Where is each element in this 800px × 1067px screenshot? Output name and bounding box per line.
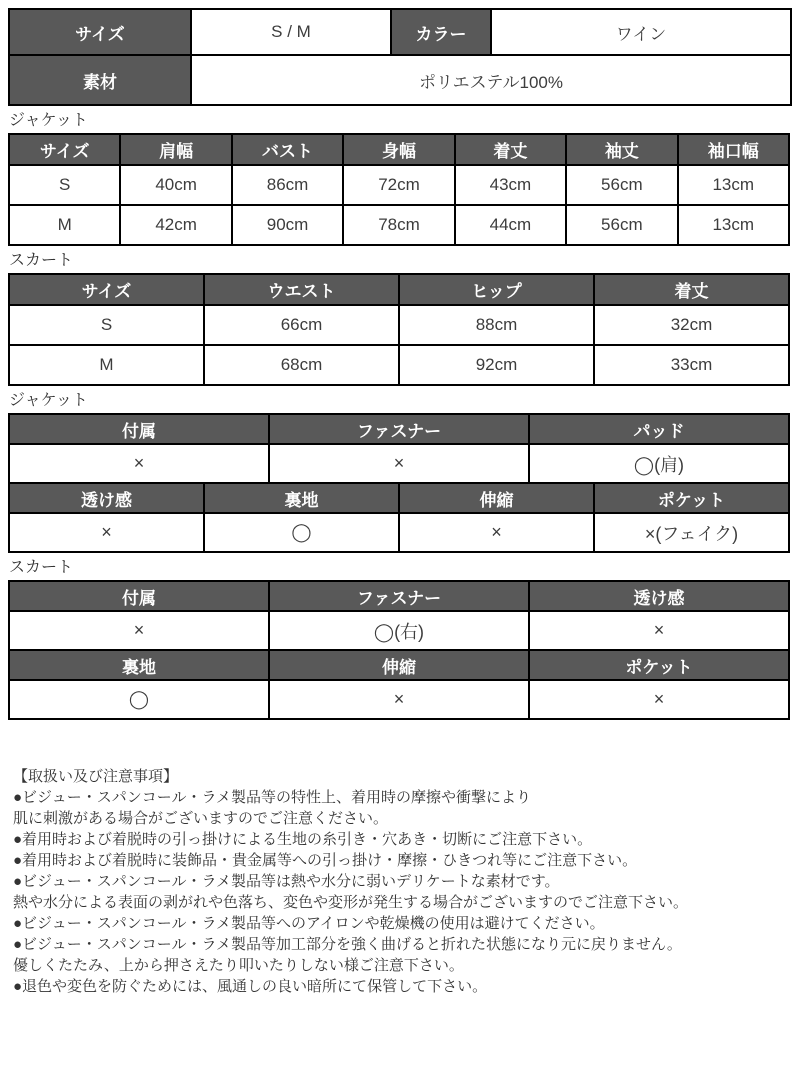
material-value-cell: ポリエステル100% (191, 55, 791, 105)
table-row (9, 205, 789, 245)
column-header-cell: 身幅 (343, 134, 454, 165)
spec-header-cell: ポケット (594, 483, 789, 513)
measurement-cell: 43cm (455, 165, 566, 205)
spec-value-cell: × (399, 513, 594, 552)
column-header-cell: 着丈 (455, 134, 566, 165)
column-header-cell: 着丈 (594, 274, 789, 305)
spec-value-cell: × (529, 611, 789, 650)
value-row (9, 444, 789, 483)
measurement-cell: 33cm (594, 345, 789, 385)
measurement-cell: S (9, 305, 204, 345)
color-value-cell: ワイン (491, 9, 791, 55)
header-row (9, 483, 789, 513)
measurement-cell: S (9, 165, 120, 205)
measurement-cell: 56cm (566, 165, 677, 205)
spec-value-cell: × (9, 611, 269, 650)
jacket-size-section-label: ジャケット (9, 112, 88, 129)
measurement-cell: 68cm (204, 345, 399, 385)
jacket-size-table (8, 133, 790, 246)
header-row (9, 134, 789, 165)
spec-header-cell: 伸縮 (399, 483, 594, 513)
spec-value-cell: × (269, 444, 529, 483)
spec-table (8, 649, 790, 720)
spec-value-cell: × (9, 513, 204, 552)
header-row (9, 274, 789, 305)
spec-header-cell: 裏地 (9, 650, 269, 680)
table-row (9, 165, 789, 205)
note-line: ●退色や変色を防ぐためには、風通しの良い暗所にて保管して下さい。 (13, 978, 488, 995)
spec-value-cell: × (9, 444, 269, 483)
summary-row-size-color (9, 9, 791, 55)
size-header-cell: サイズ (9, 9, 191, 55)
handling-notes (8, 766, 792, 997)
column-header-cell: 袖丈 (566, 134, 677, 165)
measurement-cell: 13cm (678, 165, 789, 205)
color-header-cell: カラー (391, 9, 491, 55)
spec-table (8, 580, 790, 651)
note-line: 優しくたたみ、上から押さえたり叩いたりしない様ご注意下さい。 (13, 957, 464, 974)
note-line: 熱や水分による表面の剥がれや色落ち、変色や変形が発生する場合がございますのでご注意下さい。 (13, 894, 689, 911)
table-row (9, 345, 789, 385)
measurement-cell: 90cm (232, 205, 343, 245)
measurement-cell: 72cm (343, 165, 454, 205)
size-value-cell: S / M (191, 9, 391, 55)
note-line: 肌に刺激がある場合がございますのでご注意ください。 (13, 810, 389, 827)
measurement-cell: 92cm (399, 345, 594, 385)
header-row (9, 581, 789, 611)
spec-value-cell: ◯ (204, 513, 399, 552)
spec-value-cell: × (269, 680, 529, 719)
measurement-cell: 42cm (120, 205, 231, 245)
spec-table (8, 413, 790, 484)
spec-header-cell: ポケット (529, 650, 789, 680)
skirt-size-section-label: スカート (9, 252, 74, 269)
summary-row-material (9, 55, 791, 105)
spec-value-cell: × (529, 680, 789, 719)
spec-header-cell: 裏地 (204, 483, 399, 513)
note-line: ●ビジュー・スパンコール・ラメ製品等の特性上、着用時の摩擦や衝撃により (13, 789, 532, 806)
value-row (9, 611, 789, 650)
note-line: ●着用時および着脱時の引っ掛けによる生地の糸引き・穴あき・切断にご注意下さい。 (13, 831, 593, 848)
column-header-cell: ウエスト (204, 274, 399, 305)
measurement-cell: 40cm (120, 165, 231, 205)
spec-value-cell: ×(フェイク) (594, 513, 789, 552)
spec-header-cell: パッド (529, 414, 789, 444)
skirt-size-table (8, 273, 790, 386)
header-row (9, 650, 789, 680)
measurement-cell: 88cm (399, 305, 594, 345)
value-row (9, 680, 789, 719)
column-header-cell: バスト (232, 134, 343, 165)
spec-header-cell: 透け感 (9, 483, 204, 513)
note-line: ●ビジュー・スパンコール・ラメ製品等加工部分を強く曲げると折れた状態になり元に戻りません。 (13, 936, 682, 953)
product-summary-table (8, 8, 792, 106)
skirt-spec-section-label: スカート (9, 559, 74, 576)
column-header-cell: サイズ (9, 134, 120, 165)
spec-header-cell: 付属 (9, 414, 269, 444)
spec-value-cell: ◯(右) (269, 611, 529, 650)
spec-value-cell: ◯ (9, 680, 269, 719)
measurement-cell: 78cm (343, 205, 454, 245)
table-row (9, 305, 789, 345)
measurement-cell: M (9, 345, 204, 385)
header-row (9, 414, 789, 444)
column-header-cell: 肩幅 (120, 134, 231, 165)
value-row (9, 513, 789, 552)
spec-header-cell: 付属 (9, 581, 269, 611)
spec-header-cell: 伸縮 (269, 650, 529, 680)
material-header-cell: 素材 (9, 55, 191, 105)
jacket-spec-section-label: ジャケット (9, 392, 88, 409)
jacket-spec-tables (8, 413, 792, 553)
note-line: ●ビジュー・スパンコール・ラメ製品等は熱や水分に弱いデリケートな素材です。 (13, 873, 560, 890)
column-header-cell: サイズ (9, 274, 204, 305)
column-header-cell: ヒップ (399, 274, 594, 305)
measurement-cell: 32cm (594, 305, 789, 345)
column-header-cell: 袖口幅 (678, 134, 789, 165)
note-line: 【取扱い及び注意事項】 (13, 768, 179, 785)
measurement-cell: 86cm (232, 165, 343, 205)
measurement-cell: 44cm (455, 205, 566, 245)
skirt-spec-tables (8, 580, 792, 720)
measurement-cell: M (9, 205, 120, 245)
measurement-cell: 66cm (204, 305, 399, 345)
note-line: ●着用時および着脱時に装飾品・貴金属等への引っ掛け・摩擦・ひきつれ等にご注意下さい。 (13, 852, 638, 869)
measurement-cell: 13cm (678, 205, 789, 245)
spec-table (8, 482, 790, 553)
spec-header-cell: ファスナー (269, 581, 529, 611)
measurement-cell: 56cm (566, 205, 677, 245)
spec-value-cell: ◯(肩) (529, 444, 789, 483)
spec-header-cell: ファスナー (269, 414, 529, 444)
spec-header-cell: 透け感 (529, 581, 789, 611)
note-line: ●ビジュー・スパンコール・ラメ製品等へのアイロンや乾燥機の使用は避けてください。 (13, 915, 605, 932)
